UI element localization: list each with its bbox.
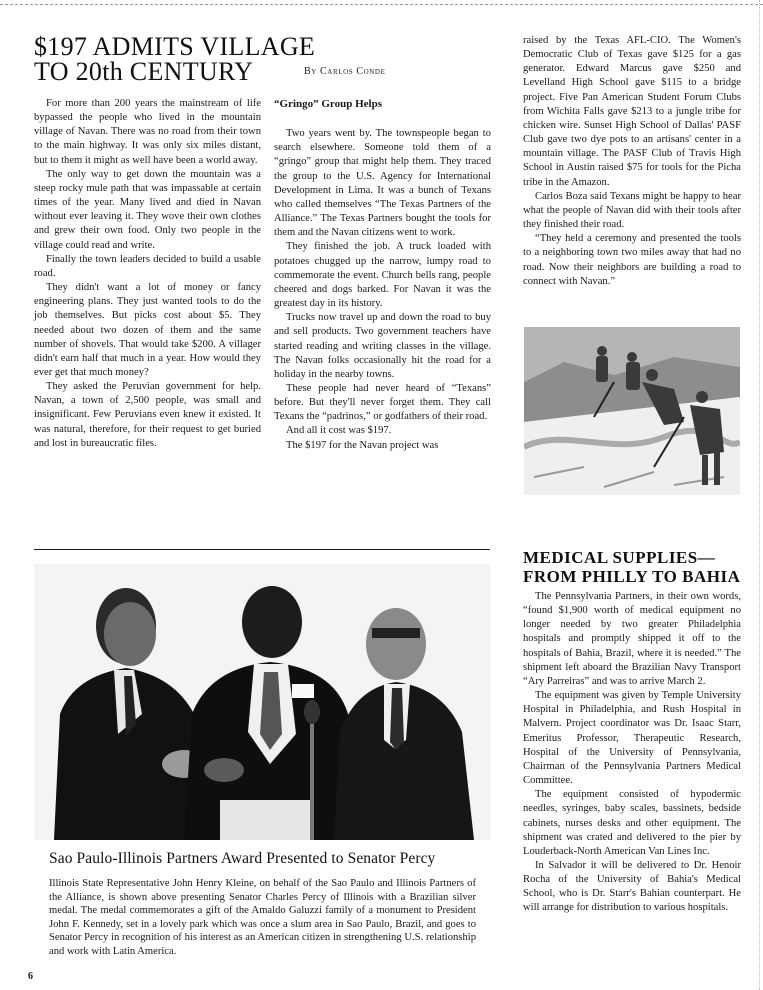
- paragraph: “They held a ceremony and presented the tools to a neighboring town two miles away that had no road. Now their neighbors are building a road to connect with Navan.”: [523, 233, 741, 287]
- page-number: 6: [28, 971, 33, 982]
- photo-caption-title: Sao Paulo-Illinois Partners Award Presented to Senator Percy: [49, 850, 436, 867]
- article-column-2: [274, 97, 491, 453]
- paragraph: The equipment was given by Temple University Hospital in Philadelphia, and Rush Hospital in Malvern. Project coordinator was Dr. Isaac Starr, Emeritus Professor, Therapeutic Research, Hospital of the University of Pennsylvania, Chairman of the Pennsylvania Partners Medical Committee.: [523, 690, 741, 787]
- article-column-1: [34, 97, 261, 451]
- section-subhead: “Gringo” Group Helps: [274, 98, 382, 110]
- paragraph: They didn't want a lot of money or fancy engineering plans. They just wanted tools to do the job themselves. But picks cost about $5. They needed about two dozen of them and the same number of shovels. That would take $200. A villager didn't earn half that much in a year. How would they ever get that much money?: [34, 282, 261, 378]
- award-presentation-illustration: [34, 564, 490, 840]
- scan-edge-top: [0, 4, 763, 5]
- paragraph: Carlos Boza said Texans might be happy to hear what the people of Navan did with their tools after they finished their road.: [523, 190, 741, 231]
- article2-headline: [523, 548, 740, 586]
- paragraph: And all it cost was $197.: [286, 425, 392, 437]
- paragraph: Finally the town leaders decided to build a usable road.: [34, 253, 261, 279]
- paragraph: The only way to get down the mountain was a steep rocky mule path that was impassable at certain times of the year. Many lived and died in Navan without ever leaving it. They wove their own clothes and grew their own food. Only two people in the village could read and write.: [34, 168, 261, 251]
- paragraph: Trucks now travel up and down the road to buy and sell products. Two government teachers have started reading and writing classes in the village. The Navan folks occasionally hit the road for a holiday in the nearby towns.: [274, 312, 491, 380]
- article2-column: [523, 590, 741, 916]
- headline-line-2: TO 20th CENTURY: [34, 57, 254, 86]
- article2-headline-line-1: MEDICAL SUPPLIES—: [523, 548, 716, 567]
- road-workers-photo: [524, 327, 740, 495]
- headline-line-1: $197 ADMITS VILLAGE: [34, 32, 316, 61]
- paragraph: In Salvador it will be delivered to Dr. Henoir Rocha of the University of Bahia's Medical School, who is Dr. Starr's Bahian counterpart. He will arrange for distribution to various hospitals.: [523, 859, 741, 914]
- article-column-3: [523, 34, 741, 289]
- paragraph: The $197 for the Navan project was: [286, 439, 439, 451]
- award-presentation-photo: [34, 564, 490, 840]
- photo-caption-body: Illinois State Representative John Henry Kleine, on behalf of the Sao Paulo and Illinois Partners of the Alliance, is shown above presenting Senator Charles Percy of Illinois with a Brazilian silver medal. The medal commemorates a gift of the Amaldo Galuzzi family of a monument to President John F. Kennedy, set in a lovely park which was once a slum area in Sao Paulo, Brazil, and goes to Senator Percy in recognition of his interest as an American citizen in strengthening U.S. relationship and work with Latin America.: [49, 878, 476, 957]
- byline: [304, 66, 385, 77]
- paragraph: They finished the job. A truck loaded with potatoes chugged up the narrow, lumpy road to commemorate the event. Church bells rang, people cheered and dogs barked. For Navan it was the greatest day in its history.: [274, 241, 491, 310]
- paragraph: The equipment consisted of hypodermic needles, syringes, baby scales, bassinets, bedside cabinets, nurses desks and other equipment. The shipment was crated and delivered to the pier by Louderback-North American Van Lines Inc.: [523, 789, 741, 857]
- road-workers-illustration: [524, 327, 740, 495]
- byline-text: By Carlos Conde: [304, 66, 386, 77]
- article2-headline-line-2: FROM PHILLY TO BAHIA: [523, 567, 741, 586]
- paragraph: The Pennsylvania Partners, in their own words, “found $1,900 worth of medical equipment no longer needed by two greater Philadelphia hospitals and promptly shipped it off to the hospitals of Bahia, Brazil, where it is needed.” The shipment left aboard the Brazilian Navy Transport “Ary Parreiras” and was to arrive March 2.: [523, 591, 741, 687]
- paragraph: Two years went by. The townspeople began to search elsewhere. Someone told them of a “gringo” group that might help them. They traced the group to the U.S. Agency for International Development in Lima. It was a bunch of Texans who called themselves “The Texas Partners of the Alliance.” The Texas Partners bought the tools for them and the Navan citizens went to work.: [274, 128, 491, 239]
- paragraph: They asked the Peruvian government for help. Navan, a town of 2,500 people, was small and insignificant. Few Peruvians even knew it existed. It was natural, therefore, for their request to get buried and lost in bureaucratic files.: [34, 381, 261, 449]
- article-headline: [34, 34, 315, 84]
- section-divider: [34, 549, 490, 550]
- paragraph-continued: raised by the Texas AFL-CIO. The Women's Democratic Club of Texas gave $125 for a gas generator. Edward Marcus gave $250 and Levelland High School gave $115 to a bridge project. Five Pan American Student Forum Clubs from Wichita Falls gave $213 to a jungle tribe for chicken wire. Sunset High School of Dallas' PASF Club gave two dye pots to an artisans' center in a mountain village. The PASF Club of Travis High School in Austin raised $75 for tools for the Picha tribe in the Amazon.: [523, 35, 741, 188]
- paragraph: For more than 200 years the mainstream of life bypassed the people who lived in the mountain village of Navan. There was no road from their town to the main highway. It was only six miles distant, but to them it might as well have been a world away.: [34, 98, 261, 166]
- scan-edge-right: [759, 0, 760, 990]
- paragraph: These people had never heard of “Texans” before. But they'll never forget them. They call Texans the “padrinos,” or godfathers of their road.: [274, 382, 491, 423]
